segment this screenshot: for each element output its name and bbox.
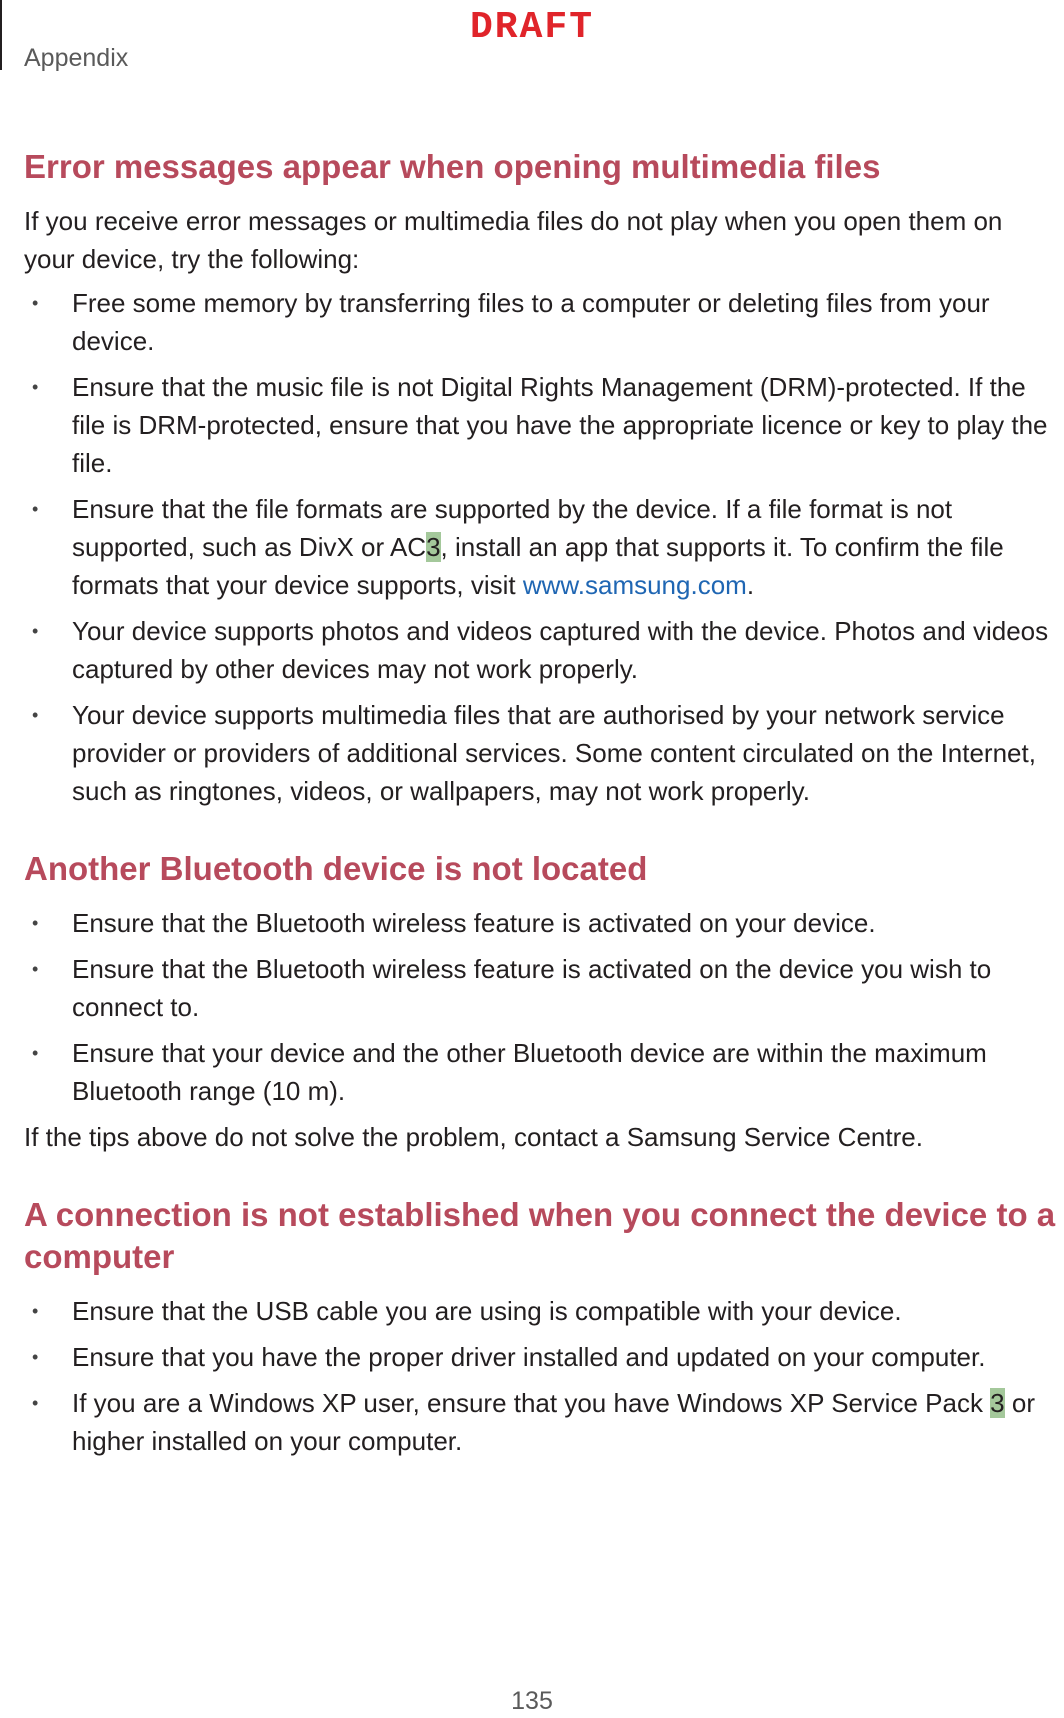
section-title: Another Bluetooth device is not located [24,850,648,887]
bullet-list [24,904,1056,1110]
section-title: Error messages appear when opening multimedia files [24,148,881,185]
section-bluetooth [24,848,1056,1156]
section-outro: If the tips above do not solve the problem, contact a Samsung Service Centre. [24,1122,923,1152]
samsung-link[interactable]: www.samsung.com [522,570,747,600]
section-computer-connection [24,1194,1056,1460]
section-title: A connection is not established when you connect the device to a computer [24,1196,1056,1275]
highlighted-text: 3 [426,532,441,562]
highlighted-text: 3 [990,1388,1005,1418]
bullet-icon: • [32,1347,39,1367]
list-item: • Ensure that the USB cable you are using is compatible with your device. [24,1292,1056,1330]
section-multimedia-errors [24,146,1056,810]
list-item: • Ensure that you have the proper driver installed and updated on your computer. [24,1338,1056,1376]
bullet-icon: • [32,499,39,519]
bullet-icon: • [32,1301,39,1321]
list-item: • Your device supports multimedia files that are authorised by your network service provider or providers of additional services. Some content circulated on the Internet, such as ringtones, videos, or wallpapers, may not work properly. [24,696,1056,810]
list-item: • Ensure that the Bluetooth wireless feature is activated on your device. [24,904,1056,942]
bullet-icon: • [32,913,39,933]
bullet-list [24,1292,1056,1460]
bullet-icon: • [32,377,39,397]
bullet-icon: • [32,959,39,979]
bullet-icon: • [32,621,39,641]
bullet-icon: • [32,1393,39,1413]
list-item: • Ensure that the Bluetooth wireless feature is activated on the device you wish to connect to. [24,950,1056,1026]
page-number: 135 [511,1687,553,1715]
draft-watermark: DRAFT [469,6,595,49]
list-item: • Free some memory by transferring files to a computer or deleting files from your device. [24,284,1056,360]
section-label: Appendix [24,44,129,72]
bullet-icon: • [32,1043,39,1063]
list-item: • Ensure that the music file is not Digital Rights Management (DRM)-protected. If the file is DRM-protected, ensure that you have the appropriate licence or key to play the file. [24,368,1056,482]
list-item: • Ensure that the file formats are supported by the device. If a file format is not supported, such as DivX or AC3, install an app that supports it. To confirm the file formats that your device supports, visit www.samsung.com. [24,490,1056,604]
bullet-icon: • [32,705,39,725]
bullet-list [24,284,1056,810]
section-intro: If you receive error messages or multimedia files do not play when you open them on your device, try the following: [24,206,1003,274]
list-item: • Ensure that your device and the other Bluetooth device are within the maximum Bluetooth range (10 m). [24,1034,1056,1110]
list-item: • If you are a Windows XP user, ensure that you have Windows XP Service Pack 3 or higher installed on your computer. [24,1384,1056,1460]
bullet-icon: • [32,293,39,313]
list-item: • Your device supports photos and videos captured with the device. Photos and videos captured by other devices may not work properly. [24,612,1056,688]
page-content [24,146,1056,1498]
